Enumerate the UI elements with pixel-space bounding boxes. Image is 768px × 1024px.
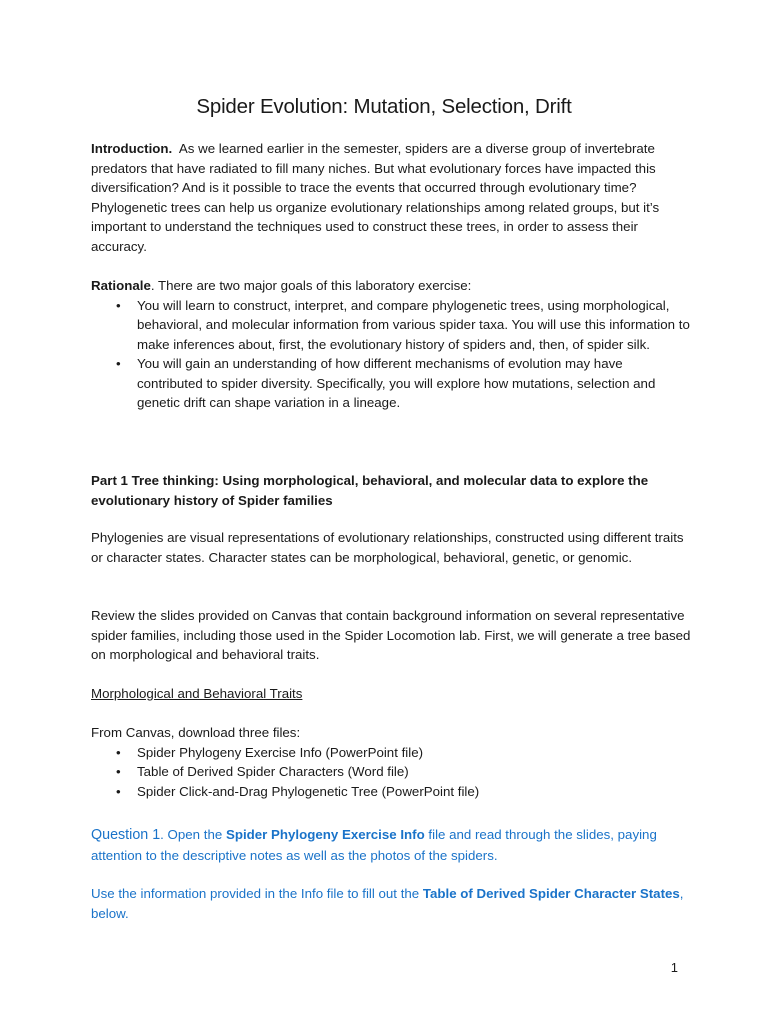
question1-file-name: Spider Phylogeny Exercise Info: [225, 827, 425, 842]
list-item: • Spider Click-and-Drag Phylogenetic Tree (PowerPoint file): [91, 782, 691, 802]
question1-table-name: Table of Derived Spider Character States: [422, 886, 680, 901]
rationale-text: . There are two major goals of this laboratory exercise:: [150, 278, 472, 293]
question1-instruction: [91, 884, 691, 923]
question1-paragraph: [91, 825, 691, 865]
question1-label: Question 1: [91, 827, 161, 843]
list-item: • Spider Phylogeny Exercise Info (PowerPoint file): [91, 743, 691, 763]
question1-instruction-end: , below.: [91, 886, 684, 921]
introduction-paragraph: [91, 139, 691, 256]
list-item: • Table of Derived Spider Characters (Word file): [91, 762, 691, 782]
part1-paragraph-1: Phylogenies are visual representations of evolutionary relationships, constructed using different traits or character states. Character states can be morphological, behavioral, genetic, or genomic.: [91, 530, 684, 565]
rationale-heading: Rationale: [91, 278, 151, 293]
page-title: Spider Evolution: Mutation, Selection, Drift: [196, 95, 572, 118]
list-item: • You will gain an understanding of how different mechanisms of evolution may have contributed to spider diversity. Specifically, you will explore how mutations, selection and genetic drift can shape variation in a lineage.: [91, 354, 691, 413]
rationale-bullet-list: [91, 296, 691, 413]
list-item: • You will learn to construct, interpret, and compare phylogenetic trees, using morphological, behavioral, and molecular information from various spider taxa. You will use this information to make inferences about, first, the evolutionary history of spiders and, then, of spider silk.: [91, 296, 691, 355]
rationale-section: [91, 276, 691, 413]
part1-heading: Part 1 Tree thinking: Using morphological, behavioral, and molecular data to explore the evolutionary history of Spider families: [91, 473, 649, 508]
introduction-section: [91, 139, 691, 256]
download-file-list: [91, 743, 691, 802]
morphological-traits-subheading: Morphological and Behavioral Traits: [91, 686, 303, 701]
question1-instruction-start: Use the information provided in the Info file to fill out the: [91, 886, 423, 901]
question1-text: file and read through the slides, paying attention to the descriptive notes as well as the photos of the spiders.: [91, 827, 657, 863]
rationale-paragraph: [91, 276, 691, 296]
download-intro: From Canvas, download three files:: [91, 725, 301, 740]
introduction-heading: Introduction.: [91, 141, 173, 156]
page-number: 1: [670, 960, 678, 975]
part1-paragraph-2: Review the slides provided on Canvas that contain background information on several representative spider families, including those used in the Spider Locomotion lab. First, we will generate a tree based on morphological and behavioral traits.: [91, 608, 691, 662]
question1-separator: . Open the: [160, 827, 226, 842]
download-section: [91, 723, 691, 801]
introduction-text: As we learned earlier in the semester, spiders are a diverse group of invertebrate predators that have radiated to fill many niches. But what evolutionary forces have impacted this diversification? And is it possible to trace the events that occurred through evolutionary time? Phylogenetic trees can help us organize evolutionary relationships among related groups, but it’s important to understand the techniques used to construct these trees, in order to assess their accuracy.: [91, 141, 660, 254]
